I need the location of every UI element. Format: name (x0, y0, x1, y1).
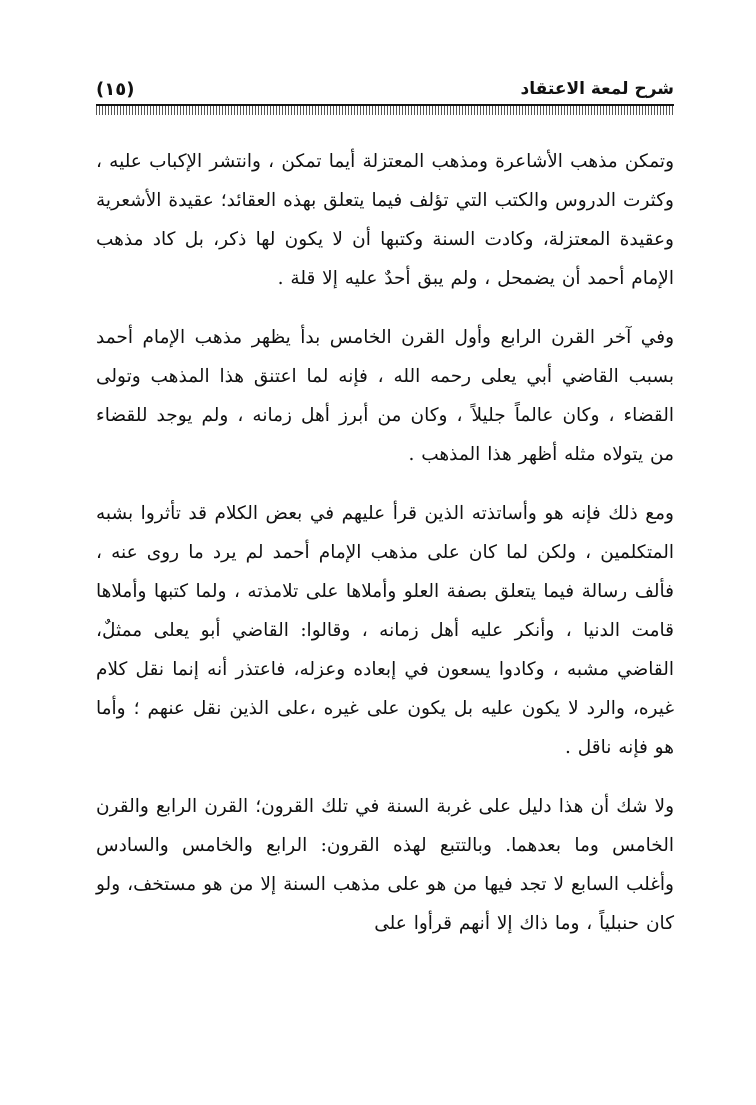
running-header (96, 76, 674, 102)
paragraph-3: ومع ذلك فإنه هو وأساتذته الذين قرأ عليهم في بعض الكلام قد تأثروا بشبه المتكلمين ، ولكن لما كان على مذهب الإمام أحمد لم يرد ما روى عنه ، فألف رسالة فيما يتعلق بصفة العلو وأملاها على تلامذته ، ولما كتبها وأملاها قامت الدنيا ، وأنكر عليه أهل زمانه ، وقالوا: القاضي أبو يعلى ممثلٌ، القاضي مشبه ، وكادوا يسعون في إبعاده وعزله، فاعتذر أنه إنما نقل كلام غيره، والرد لا يكون عليه بل يكون على غيره ،على الذين نقل عنهم ؛ وأما هو فإنه ناقل . (96, 503, 674, 758)
body-text (96, 142, 674, 963)
book-title: شرح لمعة الاعتقاد (520, 79, 674, 99)
paragraph-4: ولا شك أن هذا دليل على غربة السنة في تلك القرون؛ القرن الرابع والقرن الخامس وما بعدهما. وبالتتبع لهذه القرون: الرابع والخامس والسادس وأغلب السابع لا تجد فيها من هو على مذهب السنة إلا من هو مستخف، ولو كان حنبلياً ، وما ذاك إلا أنهم قرأوا على (96, 796, 674, 934)
paragraph-1: وتمكن مذهب الأشاعرة ومذهب المعتزلة أيما تمكن ، وانتشر الإكباب عليه ، وكثرت الدروس والكتب التي تؤلف فيما يتعلق بهذه العقائد؛ عقيدة الأشعرية وعقيدة المعتزلة، وكادت السنة وكتبها أن لا يكون لها ذكر، بل كاد مذهب الإمام أحمد أن يضمحل ، ولم يبق أحدٌ عليه إلا قلة . (96, 151, 674, 289)
page-number: (١٥) (96, 78, 135, 100)
paragraph-2: وفي آخر القرن الرابع وأول القرن الخامس بدأ يظهر مذهب الإمام أحمد بسبب القاضي أبي يعلى رحمه الله ، فإنه لما اعتنق هذا المذهب وتولى القضاء ، وكان عالماً جليلاً ، وكان من أبرز أهل زمانه ، ولم يوجد للقضاء من يتولاه مثله أظهر هذا المذهب . (96, 327, 674, 465)
header-rule (96, 104, 674, 115)
